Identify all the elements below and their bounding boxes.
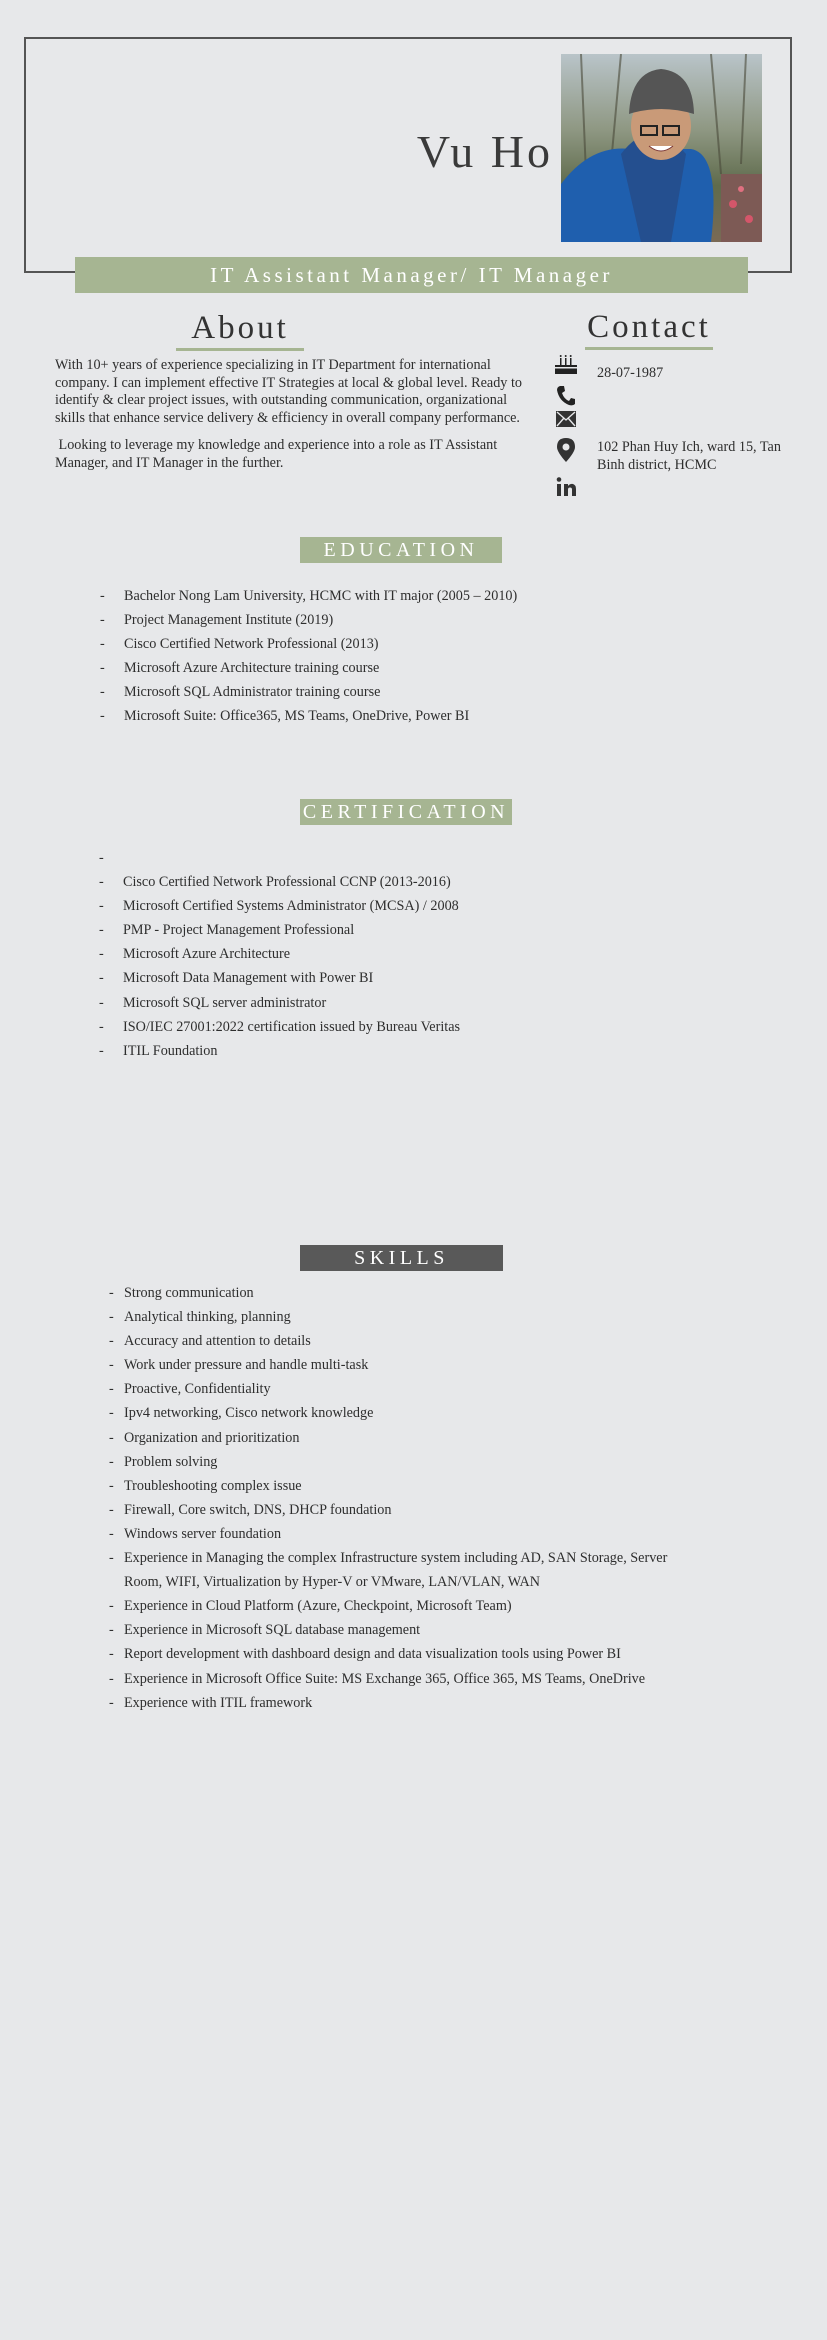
candidate-name: Vu Ho <box>416 126 553 177</box>
skill-item: Troubleshooting complex issue <box>124 1477 302 1494</box>
certification-item: Cisco Certified Network Professional CCNP (2013-2016) <box>123 874 451 891</box>
list-item: - ITIL Foundation <box>99 1042 218 1059</box>
skill-item: Experience in Microsoft SQL database management <box>124 1622 421 1639</box>
education-item: Project Management Institute (2019) <box>124 612 334 629</box>
list-item: - Experience in Microsoft SQL database management <box>109 1622 421 1639</box>
list-item: - Proactive, Confidentiality <box>109 1381 271 1398</box>
list-item: - Microsoft SQL Administrator training course <box>100 684 381 701</box>
list-item: - Windows server foundation <box>109 1525 282 1542</box>
list-item: - Organization and prioritization <box>109 1429 300 1446</box>
list-item: - Strong communication <box>109 1285 254 1301</box>
skills-heading: SKILLS <box>300 1245 503 1271</box>
list-item: - PMP - Project Management Professional <box>99 922 355 939</box>
list-item: - Microsoft Suite: Office365, MS Teams, OneDrive, Power BI <box>100 708 470 725</box>
linkedin-icon[interactable] <box>554 475 578 499</box>
education-item: Microsoft SQL Administrator training course <box>124 684 381 701</box>
list-item: - Analytical thinking, planning <box>109 1309 291 1326</box>
education-heading: EDUCATION <box>300 537 502 563</box>
skill-item: Ipv4 networking, Cisco network knowledge <box>124 1405 374 1422</box>
skill-item: Firewall, Core switch, DNS, DHCP foundation <box>124 1501 392 1518</box>
list-item: - Project Management Institute (2019) <box>100 612 334 629</box>
certification-item: Microsoft SQL server administrator <box>123 994 327 1011</box>
certification-item: ITIL Foundation <box>123 1042 218 1059</box>
list-item: - Microsoft Azure Architecture training course <box>100 660 380 677</box>
skill-item: Experience in Cloud Platform (Azure, Checkpoint, Microsoft Team) <box>124 1598 512 1615</box>
list-item: - Problem solving <box>109 1453 218 1470</box>
list-item: - Troubleshooting complex issue <box>109 1477 302 1494</box>
skill-item: Experience in Managing the complex Infrastructure system including AD, SAN Storage, Server Room, WIFI, Virtualization by Hyper-V or VMware, LAN/VLAN, WAN <box>124 1550 668 1591</box>
list-item: - Cisco Certified Network Professional (2013) <box>100 636 379 653</box>
list-item: - Report development with dashboard design and data visualization tools using Power BI <box>109 1646 621 1663</box>
list-item: - Cisco Certified Network Professional CCNP (2013-2016) <box>99 874 451 891</box>
list-item: - Firewall, Core switch, DNS, DHCP foundation <box>109 1501 392 1518</box>
certification-item: ISO/IEC 27001:2022 certification issued by Bureau Veritas <box>123 1018 461 1035</box>
certification-item: Microsoft Data Management with Power BI <box>123 970 374 987</box>
skill-item: Proactive, Confidentiality <box>124 1381 271 1398</box>
list-item: - Ipv4 networking, Cisco network knowledge <box>109 1405 374 1422</box>
list-item: - Microsoft Azure Architecture <box>99 946 291 963</box>
education-item: Bachelor Nong Lam University, HCMC with IT major (2005 – 2010) <box>124 588 518 604</box>
about-paragraph-goal: Looking to leverage my knowledge and experience into a role as IT Assistant Manager, and IT Manager in the further. <box>55 437 501 471</box>
list-item: - Bachelor Nong Lam University, HCMC with IT major (2005 – 2010) <box>100 588 518 604</box>
skill-item: Problem solving <box>124 1453 218 1470</box>
contact-address: 102 Phan Huy Ich, ward 15, Tan Binh district, HCMC <box>597 439 781 473</box>
contact-heading: Contact <box>585 307 713 350</box>
list-item: - Experience in Cloud Platform (Azure, Checkpoint, Microsoft Team) <box>109 1598 512 1615</box>
education-item: Cisco Certified Network Professional (2013) <box>124 636 379 653</box>
skill-item: Strong communication <box>124 1285 254 1301</box>
skill-item: Report development with dashboard design and data visualization tools using Power BI <box>124 1646 621 1663</box>
skill-item: Organization and prioritization <box>124 1429 300 1446</box>
certification-list <box>99 846 719 1063</box>
certification-heading: CERTIFICATION <box>300 799 512 825</box>
job-title-banner: IT Assistant Manager/ IT Manager <box>75 257 748 293</box>
certification-item: Microsoft Azure Architecture <box>123 946 291 963</box>
birthday-cake-icon <box>554 352 578 376</box>
skill-item: Work under pressure and handle multi-task <box>124 1357 369 1374</box>
education-list <box>100 584 720 729</box>
certification-item: Microsoft Certified Systems Administrator (MCSA) / 2008 <box>123 898 459 915</box>
about-paragraph: With 10+ years of experience specializing in IT Department for international company. I can implement effective IT Strategies at local & global level. Ready to identify & clear project issues, with outstanding communication, organizational skills that enhance service delivery & efficiency in overall company performance. <box>55 357 522 426</box>
education-item: Microsoft Azure Architecture training course <box>124 660 380 677</box>
list-item: - Experience in Microsoft Office Suite: MS Exchange 365, Office 365, MS Teams, OneDrive <box>109 1670 646 1687</box>
skill-item: Experience in Microsoft Office Suite: MS Exchange 365, Office 365, MS Teams, OneDrive <box>124 1670 646 1687</box>
list-item: - Accuracy and attention to details <box>109 1333 311 1350</box>
list-item: - <box>99 850 104 866</box>
list-item: - Microsoft Certified Systems Administrator (MCSA) / 2008 <box>99 898 459 915</box>
list-item: - Microsoft SQL server administrator <box>99 994 327 1011</box>
profile-photo <box>561 54 762 242</box>
about-heading: About <box>176 308 304 351</box>
list-item: - Work under pressure and handle multi-task <box>109 1357 369 1374</box>
list-item: - Microsoft Data Management with Power BI <box>99 970 374 987</box>
list-item: - ISO/IEC 27001:2022 certification issued by Bureau Veritas <box>99 1018 461 1035</box>
education-item: Microsoft Suite: Office365, MS Teams, OneDrive, Power BI <box>124 708 470 725</box>
certification-item: PMP - Project Management Professional <box>123 922 355 939</box>
mail-icon <box>554 407 578 431</box>
skills-list <box>109 1281 709 1715</box>
location-pin-icon <box>554 438 578 462</box>
contact-birthday: 28-07-1987 <box>597 365 664 381</box>
skill-item: Analytical thinking, planning <box>124 1309 291 1326</box>
phone-icon <box>554 384 578 408</box>
list-item: - Experience with ITIL framework <box>109 1694 313 1711</box>
skill-item: Accuracy and attention to details <box>124 1333 311 1350</box>
skill-item: Experience with ITIL framework <box>124 1694 313 1711</box>
skill-item: Windows server foundation <box>124 1525 282 1542</box>
list-item: - Experience in Managing the complex Infrastructure system including AD, SAN Storage, Server Room, WIFI, Virtualization by Hyper-V or VMware, LAN/VLAN, WAN <box>109 1550 668 1591</box>
